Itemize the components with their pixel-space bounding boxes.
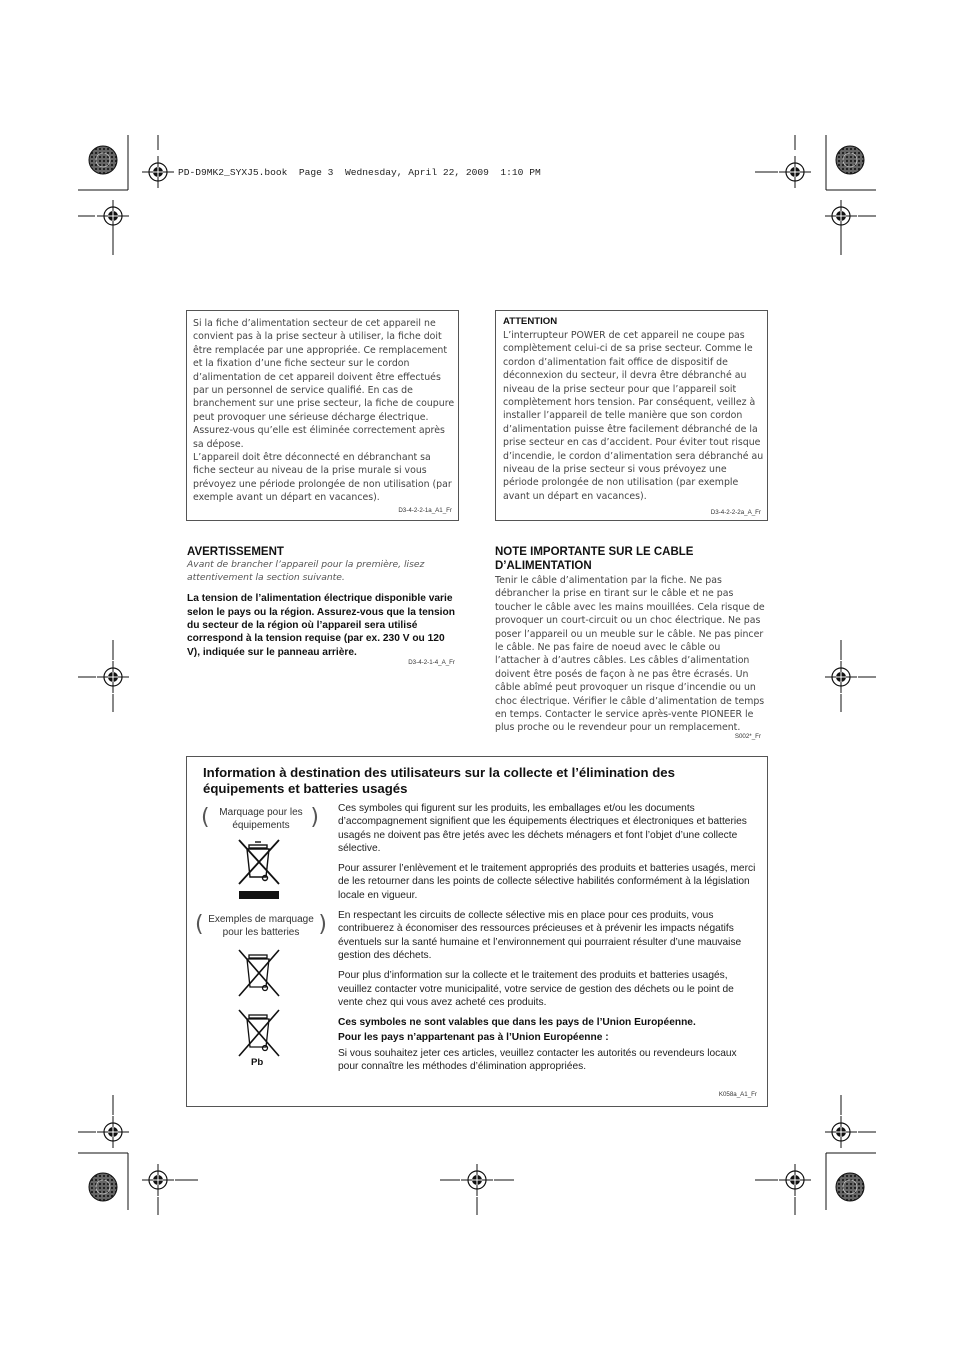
- equipment-caption: ( Marquage pour les équipements ): [201, 805, 319, 831]
- warning-section: [187, 545, 455, 666]
- ref-code: D3-4-2-2-2a_A_Fr: [710, 509, 761, 516]
- non-eu-para: Si vous souhaitez jeter ces articles, veuillez contacter les autorités ou revendeurs locaux pour connaître les méthodes d’élimination appropriées.: [338, 1047, 737, 1073]
- disposal-para-4: Pour plus d’information sur la collecte et le traitement des produits et batteries usagés, veuillez contacter votre municipalité, votre service de gestion des déchets ou le point de vente chez qui vous avez acheté ces produits.: [338, 970, 734, 1008]
- battery-pb-bin-icon: [235, 1007, 285, 1059]
- plug-para-1: Si la fiche d’alimentation secteur de cet appareil ne convient pas à la prise secteur à utiliser, la fiche doit être remplacée par une appropriée. Ce remplacement et la fixation d’une fiche secteur sur le cordon d’alimentation de cet appareil doivent être effectués par un personnel de service qualifié. En cas de branchement sur une prise secteur, la fiche de coupure peut provoquer une sérieuse décharge électrique. Assurez-vous qu’elle est éliminée correctement après sa dépose.: [193, 318, 455, 450]
- disposal-info-box: [186, 756, 768, 1107]
- ref-code: K058a_A1_Fr: [718, 1091, 757, 1098]
- plug-para-2: L’appareil doit être déconnecté en débranchant sa fiche secteur au niveau de la prise murale si vous prévoyez une période prolongée de non utilisation (par exemple avant un départ en vacances).: [193, 452, 452, 504]
- warning-intro: Avant de brancher l’appareil pour la première, lisez attentivement la section suivante.: [187, 559, 425, 583]
- color-target-icon: [89, 146, 117, 174]
- pb-label: Pb: [251, 1057, 264, 1068]
- disposal-para-1: Ces symboles qui figurent sur les produits, les emballages et/ou les documents d’accompagnement signifient que les équipements électriques et électroniques et batteries usagés ne doivent pas être jetés avec les déchets ménagers et font l’objet d’une collecte sélective.: [338, 803, 747, 854]
- ref-code: D3-4-2-2-1a_A1_Fr: [398, 507, 452, 514]
- eu-only-note: Ces symboles ne sont valables que dans les pays de l’Union Européenne.: [338, 1017, 696, 1029]
- print-header: PD-D9MK2_SYXJ5.book Page 3 Wednesday, April 22, 2009 1:10 PM: [178, 167, 541, 178]
- disposal-text: [338, 802, 756, 1073]
- warning-title: AVERTISSEMENT: [187, 546, 284, 558]
- attention-para: L’interrupteur POWER de cet appareil ne coupe pas complètement celui-ci de sa prise secteur. Comme le cordon d’alimentation fait office de dispositif de déconnexion du secteur, il devra être débranché au niveau de la prise secteur pour que l’appareil soit complètement hors tension. Par conséquent, veillez à installer l’appareil de telle manière que son cordon d’alimentation puisse être facilement débranché de la prise secteur en cas d’accident. Pour éviter tout risque d’incendie, le cordon d’alimentation sera débranché au niveau de la prise secteur si vous prévoyez une période prolongée de non utilisation (par exemple avant un départ en vacances).: [503, 330, 764, 502]
- disposal-para-3: En respectant les circuits de collecte sélective mis en place pour ces produits, vous contribuerez à économiser des ressources précieuses et à prévenir les impacts négatifs éventuels sur la santé humaine et l’environnement qui pourraient résulter d’une mauvaise gestion des déchets.: [338, 910, 742, 961]
- ref-code: S002*_Fr: [734, 733, 761, 740]
- ref-code: D3-4-2-1-4_A_Fr: [408, 659, 455, 667]
- plug-replacement-box: [186, 310, 459, 521]
- warning-voltage: La tension de l’alimentation électrique disponible varie selon le pays ou la région. Assurez-vous que la tension du secteur de la région où l’appareil sera utilisé correspond à la tension requise (par ex. 230 V ou 120 V), indiquée sur le panneau arrière.: [187, 593, 455, 658]
- non-eu-heading: Pour les pays n’appartenant pas à l’Union Européenne :: [338, 1032, 609, 1044]
- disposal-title: Information à destination des utilisateurs sur la collecte et l’élimination des équipements et batteries usagés: [203, 765, 675, 796]
- cable-note-section: [495, 545, 765, 740]
- battery-bin-icon: [235, 947, 285, 999]
- disposal-para-2: Pour assurer l’enlèvement et le traitement appropriés des produits et batteries usagés, merci de les retourner dans les points de collecte sélective habilités conformément à la législation locale en vigueur.: [338, 863, 756, 901]
- attention-title: ATTENTION: [503, 316, 558, 327]
- battery-caption: ( Exemples de marquage pour les batteries ): [195, 912, 327, 938]
- cable-note-title: NOTE IMPORTANTE SUR LE CABLE D’ALIMENTATION: [495, 546, 694, 572]
- cable-note-body: Tenir le câble d’alimentation par la fiche. Ne pas débrancher la prise en tirant sur le câble et ne pas toucher le câble avec les mains mouillées. Cela risque de provoquer un court-circuit ou un choc électrique. Ne pas poser l’appareil ou un meuble sur le câble. Ne pas pincer le câble. Ne pas faire de noeud avec le câble ou l’attacher à d’autres câbles. Les câbles d’alimentation doivent être posés de façon à ne pas être écrasés. Un câble abîmé peut provoquer un risque d’incendie ou un choc électrique. Vérifier le câble d’alimentation de temps en temps. Contacter le service après-vente PIONEER le plus proche ou le revendeur pour un remplacement.: [495, 575, 765, 734]
- attention-box: [495, 310, 768, 521]
- weee-bin-icon: [235, 837, 285, 903]
